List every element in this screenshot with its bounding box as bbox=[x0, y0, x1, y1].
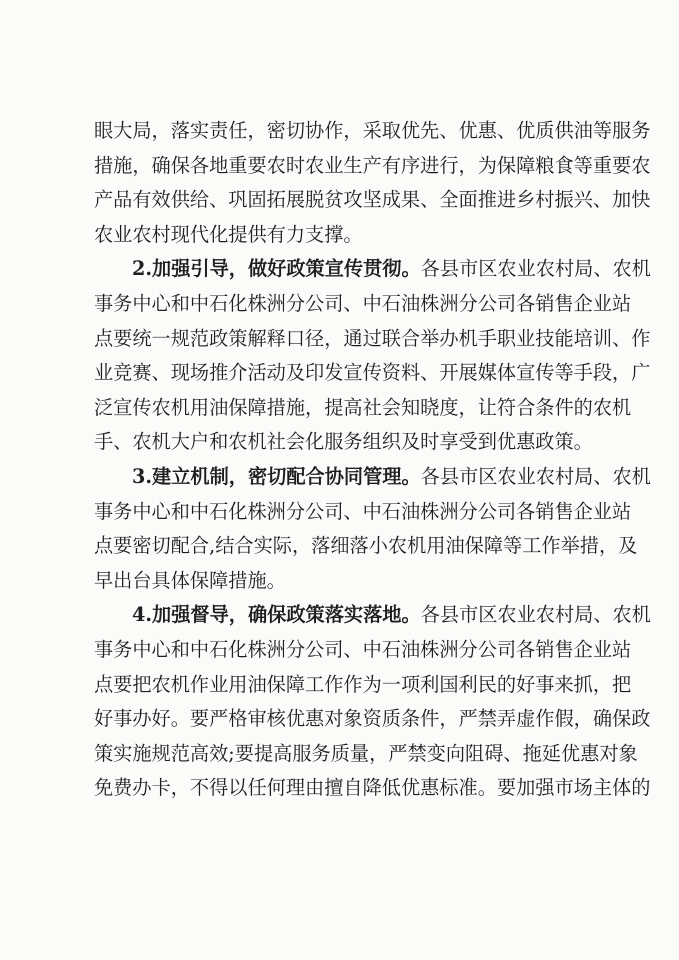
text-line bbox=[94, 252, 651, 287]
text-line: 点要把农机作业用油保障工作作为一项利国利民的好事来抓，把 bbox=[94, 672, 632, 696]
text-line: 措施，确保各地重要农时农业生产有序进行，为保障粮食等重要农 bbox=[94, 153, 651, 177]
section-heading: 3.建立机制，密切配合协同管理。 bbox=[132, 464, 421, 488]
text-line bbox=[94, 460, 651, 495]
text-line: 事务中心和中石化株洲分公司、中石油株洲分公司各销售企业站 bbox=[94, 499, 632, 523]
text-line: 策实施规范高效;要提高服务质量，严禁变向阻碍、拖延优惠对象 bbox=[94, 741, 638, 765]
paragraph-1 bbox=[94, 114, 651, 252]
text-line: 点要密切配合,结合实际，落细落小农机用油保障等工作举措，及 bbox=[94, 534, 638, 558]
text-line: 免费办卡，不得以任何理由擅自降低优惠标准。要加强市场主体的 bbox=[94, 776, 651, 800]
section-heading: 4.加强督导，确保政策落实落地。 bbox=[132, 603, 421, 627]
section-heading: 2.加强引导，做好政策宣传贯彻。 bbox=[132, 257, 421, 281]
text-line: 业竞赛、现场推介活动及印发宣传资料、开展媒体宣传等手段，广 bbox=[94, 361, 651, 385]
text-line: 产品有效供给、巩固拓展脱贫攻坚成果、全面推进乡村振兴、加快 bbox=[94, 188, 651, 212]
text-line: 眼大局，落实责任，密切协作，采取优先、优惠、优质供油等服务 bbox=[94, 119, 651, 142]
paragraph-4 bbox=[94, 598, 651, 806]
text-line: 早出台具体保障措施。 bbox=[94, 568, 286, 592]
text-span: 各县市区农业农村局、农机 bbox=[420, 603, 651, 627]
paragraph-2 bbox=[94, 252, 651, 460]
paragraph-3 bbox=[94, 460, 651, 598]
text-span: 各县市区农业农村局、农机 bbox=[420, 257, 651, 281]
text-line bbox=[94, 598, 651, 633]
text-line: 泛宣传农机用油保障措施，提高社会知晓度，让符合条件的农机 bbox=[94, 395, 632, 419]
text-line: 事务中心和中石化株洲分公司、中石油株洲分公司各销售企业站 bbox=[94, 291, 632, 315]
text-line: 农业农村现代化提供有力支撑。 bbox=[94, 222, 363, 246]
text-line: 事务中心和中石化株洲分公司、中石油株洲分公司各销售企业站 bbox=[94, 637, 632, 661]
text-span: 各县市区农业农村局、农机 bbox=[420, 464, 651, 488]
text-line: 好事办好。要严格审核优惠对象资质条件，严禁弄虚作假，确保政 bbox=[94, 707, 651, 731]
text-line: 点要统一规范政策解释口径，通过联合举办机手职业技能培训、作 bbox=[94, 326, 651, 350]
document-body bbox=[94, 114, 651, 806]
text-line: 手、农机大户和农机社会化服务组织及时享受到优惠政策。 bbox=[94, 430, 593, 454]
